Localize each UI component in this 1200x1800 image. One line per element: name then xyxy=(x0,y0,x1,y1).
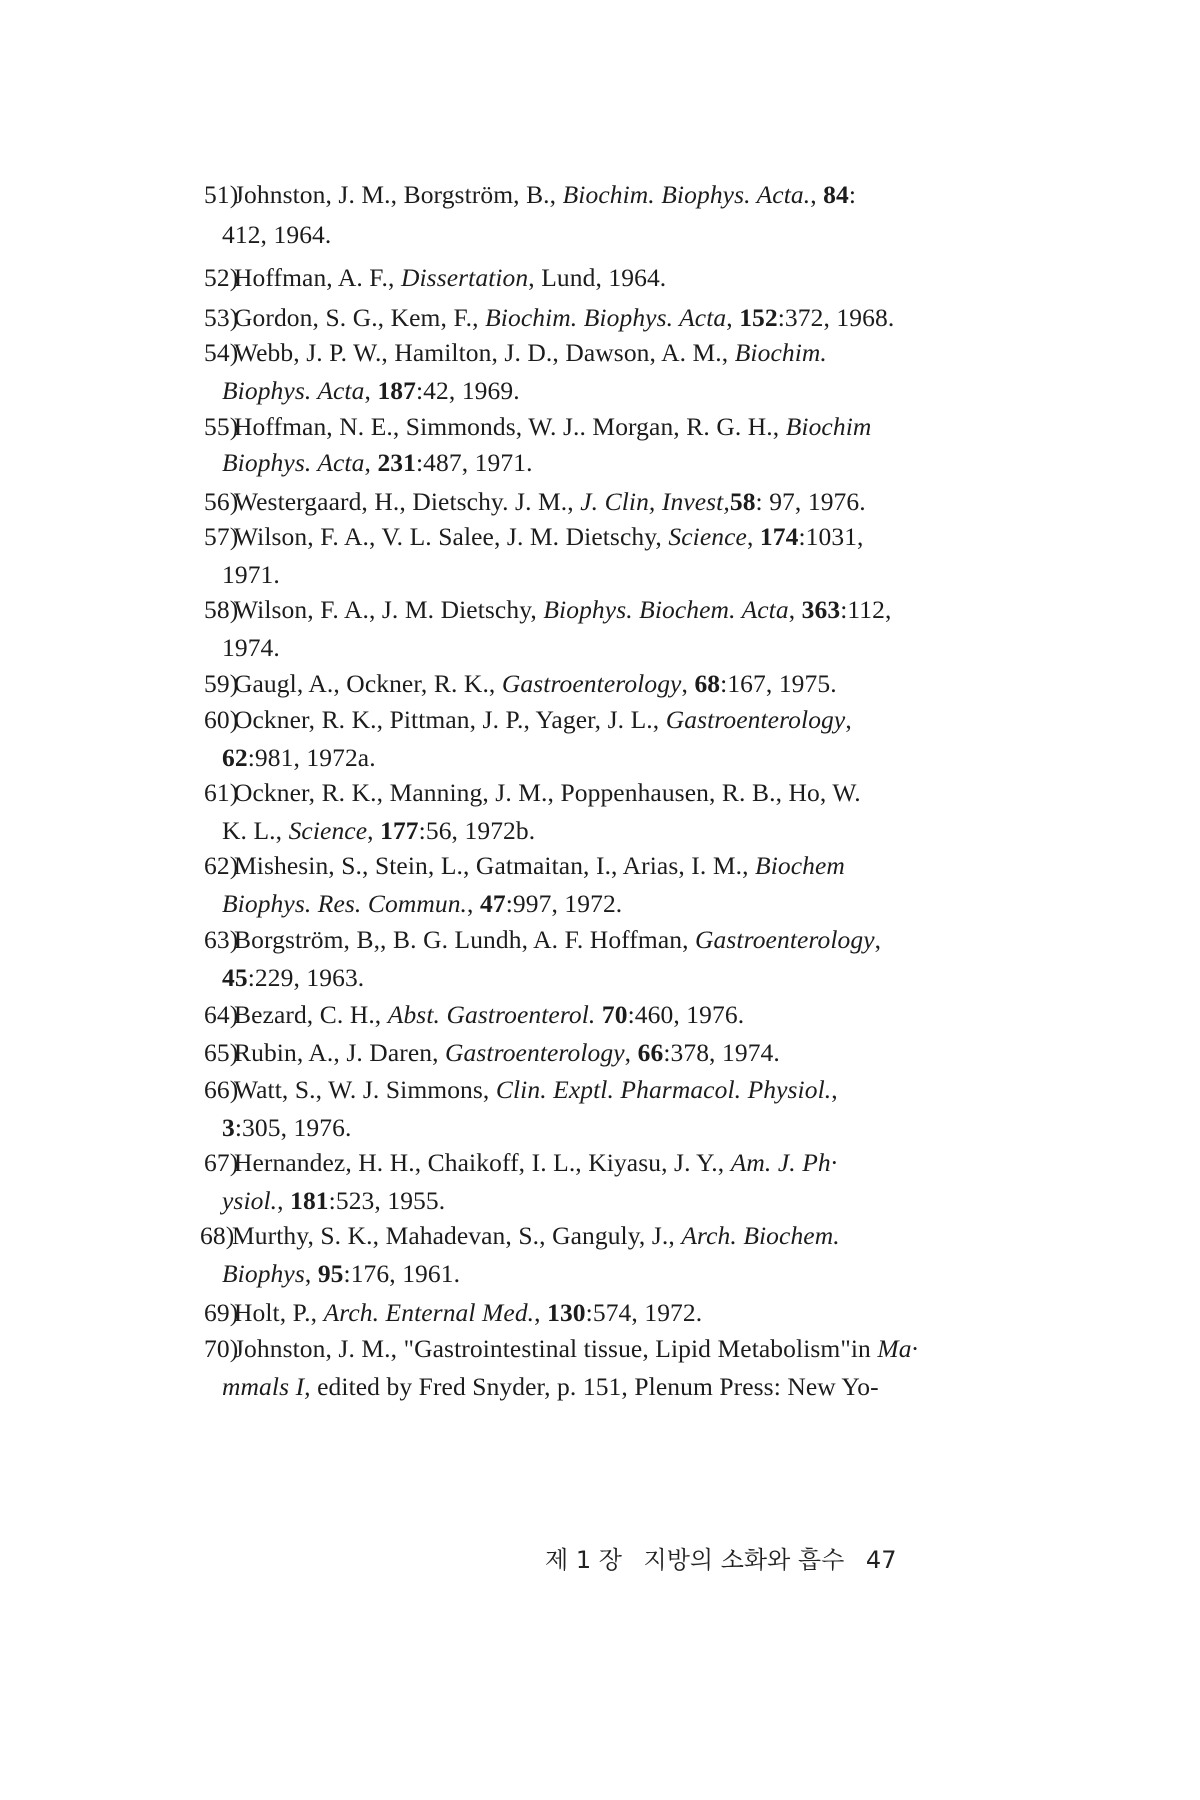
citation-text: Hernandez, H. H., Chaikoff, I. L., Kiyasu, J. Y., xyxy=(234,1148,731,1177)
citation-text: , xyxy=(831,1075,838,1104)
journal-title: mmals I, xyxy=(222,1372,311,1401)
citation-text: Hoffman, A. F., xyxy=(234,263,401,292)
volume-number: 231 xyxy=(377,448,416,477)
citation-text: Gaugl, A., Ockner, R. K., xyxy=(234,669,502,698)
citation-text: Holt, P., xyxy=(234,1298,324,1327)
page-number: 47 xyxy=(865,1546,897,1574)
citation-text: :167, 1975. xyxy=(720,669,837,698)
reference-number: 53) xyxy=(204,303,239,332)
reference-number: 51) xyxy=(204,180,239,209)
citation-text: Watt, S., W. J. Simmons, xyxy=(234,1075,496,1104)
reference-number: 64) xyxy=(204,1000,239,1029)
reference-line xyxy=(222,1372,879,1402)
reference-number: 62) xyxy=(204,851,239,880)
volume-number: 187 xyxy=(377,376,416,405)
reference-number: 70) xyxy=(204,1334,239,1363)
reference-line xyxy=(222,816,535,846)
reference-line xyxy=(234,705,852,735)
reference-number: 59) xyxy=(204,669,239,698)
citation-text: Wilson, F. A., V. L. Salee, J. M. Dietschy, xyxy=(234,522,669,551)
reference-line xyxy=(222,633,280,663)
journal-title: J. Clin, Invest, xyxy=(580,487,730,516)
reference-line xyxy=(234,1038,780,1068)
journal-title: Ma· xyxy=(877,1334,919,1363)
volume-number: 177 xyxy=(380,816,419,845)
journal-title: Gastroenterology xyxy=(445,1038,625,1067)
journal-title: Clin. Exptl. Pharmacol. Physiol. xyxy=(495,1075,832,1104)
reference-line xyxy=(222,743,376,773)
citation-text: Gordon, S. G., Kem, F., xyxy=(234,303,486,332)
citation-text: K. L., xyxy=(222,816,289,845)
journal-title: Biophys. Acta xyxy=(222,376,365,405)
journal-title: Gastroenterology xyxy=(695,925,875,954)
reference-line xyxy=(222,1113,351,1143)
volume-number: 130 xyxy=(547,1298,586,1327)
reference-number: 56) xyxy=(204,487,239,516)
citation-text: : 97, 1976. xyxy=(755,487,866,516)
journal-title: Biochim. Biophys. Acta xyxy=(485,303,727,332)
citation-text: , xyxy=(277,1186,291,1215)
reference-line xyxy=(234,669,837,699)
citation-text: :487, 1971. xyxy=(416,448,533,477)
journal-title: Arch. Enternal Med. xyxy=(323,1298,535,1327)
citation-text: Murthy, S. K., Mahadevan, S., Ganguly, J., xyxy=(232,1221,682,1250)
volume-number: 84 xyxy=(823,180,849,209)
citation-text: , xyxy=(746,522,760,551)
journal-title: Biochim. Biophys. Acta. xyxy=(562,180,811,209)
citation-text: Johnston, J. M., "Gastrointestinal tissue, Lipid Metabolism"in xyxy=(234,1334,878,1363)
reference-line xyxy=(234,263,666,293)
volume-number: 363 xyxy=(801,595,841,624)
reference-line xyxy=(234,1000,744,1030)
citation-text: , xyxy=(364,448,378,477)
volume-number: 68 xyxy=(694,669,721,698)
citation-text: , xyxy=(364,376,378,405)
journal-title: Biophys. Acta xyxy=(222,448,365,477)
citation-text: :372, 1968. xyxy=(777,303,895,332)
citation-text: , xyxy=(810,180,824,209)
citation-text: Bezard, C. H., xyxy=(234,1000,388,1029)
citation-text: :229, 1963. xyxy=(247,963,365,992)
volume-number: 95 xyxy=(317,1259,344,1288)
reference-line xyxy=(222,220,331,250)
journal-title: Biophys. Res. Commun. xyxy=(222,889,468,918)
citation-text: , xyxy=(367,816,381,845)
reference-number: 61) xyxy=(204,778,239,807)
citation-text: Ockner, R. K., Manning, J. M., Poppenhausen, R. B., Ho, W. xyxy=(234,778,861,807)
reference-line xyxy=(234,595,891,625)
page-footer xyxy=(545,1545,910,1575)
reference-number: 57) xyxy=(204,522,239,551)
reference-number: 60) xyxy=(204,705,239,734)
reference-line xyxy=(234,338,827,368)
volume-number: 152 xyxy=(739,303,778,332)
citation-text: :176, 1961. xyxy=(343,1259,461,1288)
citation-text: Wilson, F. A., J. M. Dietschy, xyxy=(234,595,544,624)
citation-text: 1974. xyxy=(222,633,280,662)
reference-line xyxy=(222,376,520,406)
reference-line xyxy=(234,487,866,517)
citation-text: :56, 1972b. xyxy=(418,816,536,845)
citation-text: , xyxy=(534,1298,548,1327)
citation-text: :460, 1976. xyxy=(627,1000,745,1029)
journal-title: Biochem xyxy=(755,851,845,880)
reference-line xyxy=(222,560,280,590)
reference-line xyxy=(222,963,364,993)
citation-text: :981, 1972a. xyxy=(247,743,376,772)
journal-title: Biophys xyxy=(222,1259,305,1288)
journal-title: Biophys. Biochem. Acta xyxy=(543,595,789,624)
citation-text: Webb, J. P. W., Hamilton, J. D., Dawson, A. M., xyxy=(234,338,735,367)
reference-line xyxy=(234,851,845,881)
citation-text: , xyxy=(467,889,480,918)
journal-title: Abst. Gastroenterol. xyxy=(387,1000,596,1029)
citation-text: :574, 1972. xyxy=(585,1298,703,1327)
reference-number: 54) xyxy=(204,338,239,367)
citation-text: :305, 1976. xyxy=(234,1113,352,1142)
reference-number: 52) xyxy=(204,263,239,292)
journal-title: Gastroenterology xyxy=(665,705,846,734)
journal-title: Science xyxy=(668,522,747,551)
reference-line xyxy=(234,180,856,210)
reference-line xyxy=(234,1334,918,1364)
journal-title: Gastroenterology xyxy=(501,669,682,698)
reference-line xyxy=(222,1259,460,1289)
citation-text: , Lund, 1964. xyxy=(528,263,667,292)
citation-text: :378, 1974. xyxy=(663,1038,780,1067)
citation-text: Hoffman, N. E., Simmonds, W. J.. Morgan, R. G. H., xyxy=(234,412,786,441)
reference-number: 65) xyxy=(204,1038,239,1067)
volume-number: 70 xyxy=(601,1000,628,1029)
reference-line xyxy=(222,1186,445,1216)
citation-text: , xyxy=(726,303,740,332)
citation-text: :112, xyxy=(840,595,892,624)
citation-text: Johnston, J. M., Borgström, B., xyxy=(234,180,563,209)
citation-text: Westergaard, H., Dietschy. J. M., xyxy=(234,487,581,516)
volume-number: 58 xyxy=(729,487,756,516)
citation-text: Borgström, B,, B. G. Lundh, A. F. Hoffman, xyxy=(234,925,696,954)
volume-number: 174 xyxy=(759,522,799,551)
volume-number: 181 xyxy=(290,1186,329,1215)
citation-text: :1031, xyxy=(798,522,864,551)
citation-text: , xyxy=(788,595,802,624)
journal-title: Arch. Biochem. xyxy=(681,1221,840,1250)
citation-text: , xyxy=(304,1259,318,1288)
reference-number: 69) xyxy=(204,1298,239,1327)
volume-number: 45 xyxy=(222,963,248,992)
citation-text: , xyxy=(624,1038,638,1067)
reference-line xyxy=(234,522,864,552)
reference-number: 67) xyxy=(204,1148,239,1177)
volume-number: 47 xyxy=(480,889,506,918)
reference-line xyxy=(222,448,533,478)
journal-title: ysiol. xyxy=(222,1186,278,1215)
reference-number: 58) xyxy=(204,595,239,624)
citation-text: Mishesin, S., Stein, L., Gatmaitan, I., Arias, I. M., xyxy=(234,851,756,880)
citation-text: :42, 1969. xyxy=(416,376,520,405)
journal-title: Biochim. xyxy=(734,338,827,367)
citation-text: :523, 1955. xyxy=(328,1186,446,1215)
reference-line xyxy=(234,778,861,808)
footer-chapter: 제 1 장 xyxy=(545,1546,622,1574)
citation-text: :997, 1972. xyxy=(505,889,623,918)
citation-text: , xyxy=(845,705,852,734)
reference-number: 63) xyxy=(204,925,239,954)
footer-title: 지방의 소화와 흡수 xyxy=(643,1546,845,1574)
citation-text: : xyxy=(848,180,857,209)
volume-number: 3 xyxy=(222,1113,235,1142)
reference-line xyxy=(232,1221,840,1251)
reference-line xyxy=(234,303,894,333)
citation-text: Ockner, R. K., Pittman, J. P., Yager, J. L., xyxy=(234,705,666,734)
journal-title: Biochim xyxy=(785,412,872,441)
volume-number: 62 xyxy=(222,743,248,772)
reference-line xyxy=(234,925,881,955)
reference-line xyxy=(222,889,622,919)
reference-number: 68) xyxy=(200,1221,235,1250)
reference-number: 66) xyxy=(204,1075,239,1104)
journal-title: Dissertation xyxy=(400,263,529,292)
journal-title: Am. J. Ph· xyxy=(730,1148,838,1177)
citation-text: 1971. xyxy=(222,560,280,589)
reference-number: 55) xyxy=(204,412,239,441)
reference-line xyxy=(234,1075,838,1105)
citation-text: 412, 1964. xyxy=(222,220,332,249)
reference-line xyxy=(234,412,871,442)
volume-number: 66 xyxy=(637,1038,664,1067)
reference-line xyxy=(234,1298,702,1328)
reference-line xyxy=(234,1148,837,1178)
citation-text: , xyxy=(874,925,882,954)
journal-title: Science xyxy=(288,816,368,845)
citation-text: edited by Fred Snyder, p. 151, Plenum Press: New Yo- xyxy=(310,1372,879,1401)
citation-text: , xyxy=(681,669,695,698)
citation-text: Rubin, A., J. Daren, xyxy=(234,1038,446,1067)
